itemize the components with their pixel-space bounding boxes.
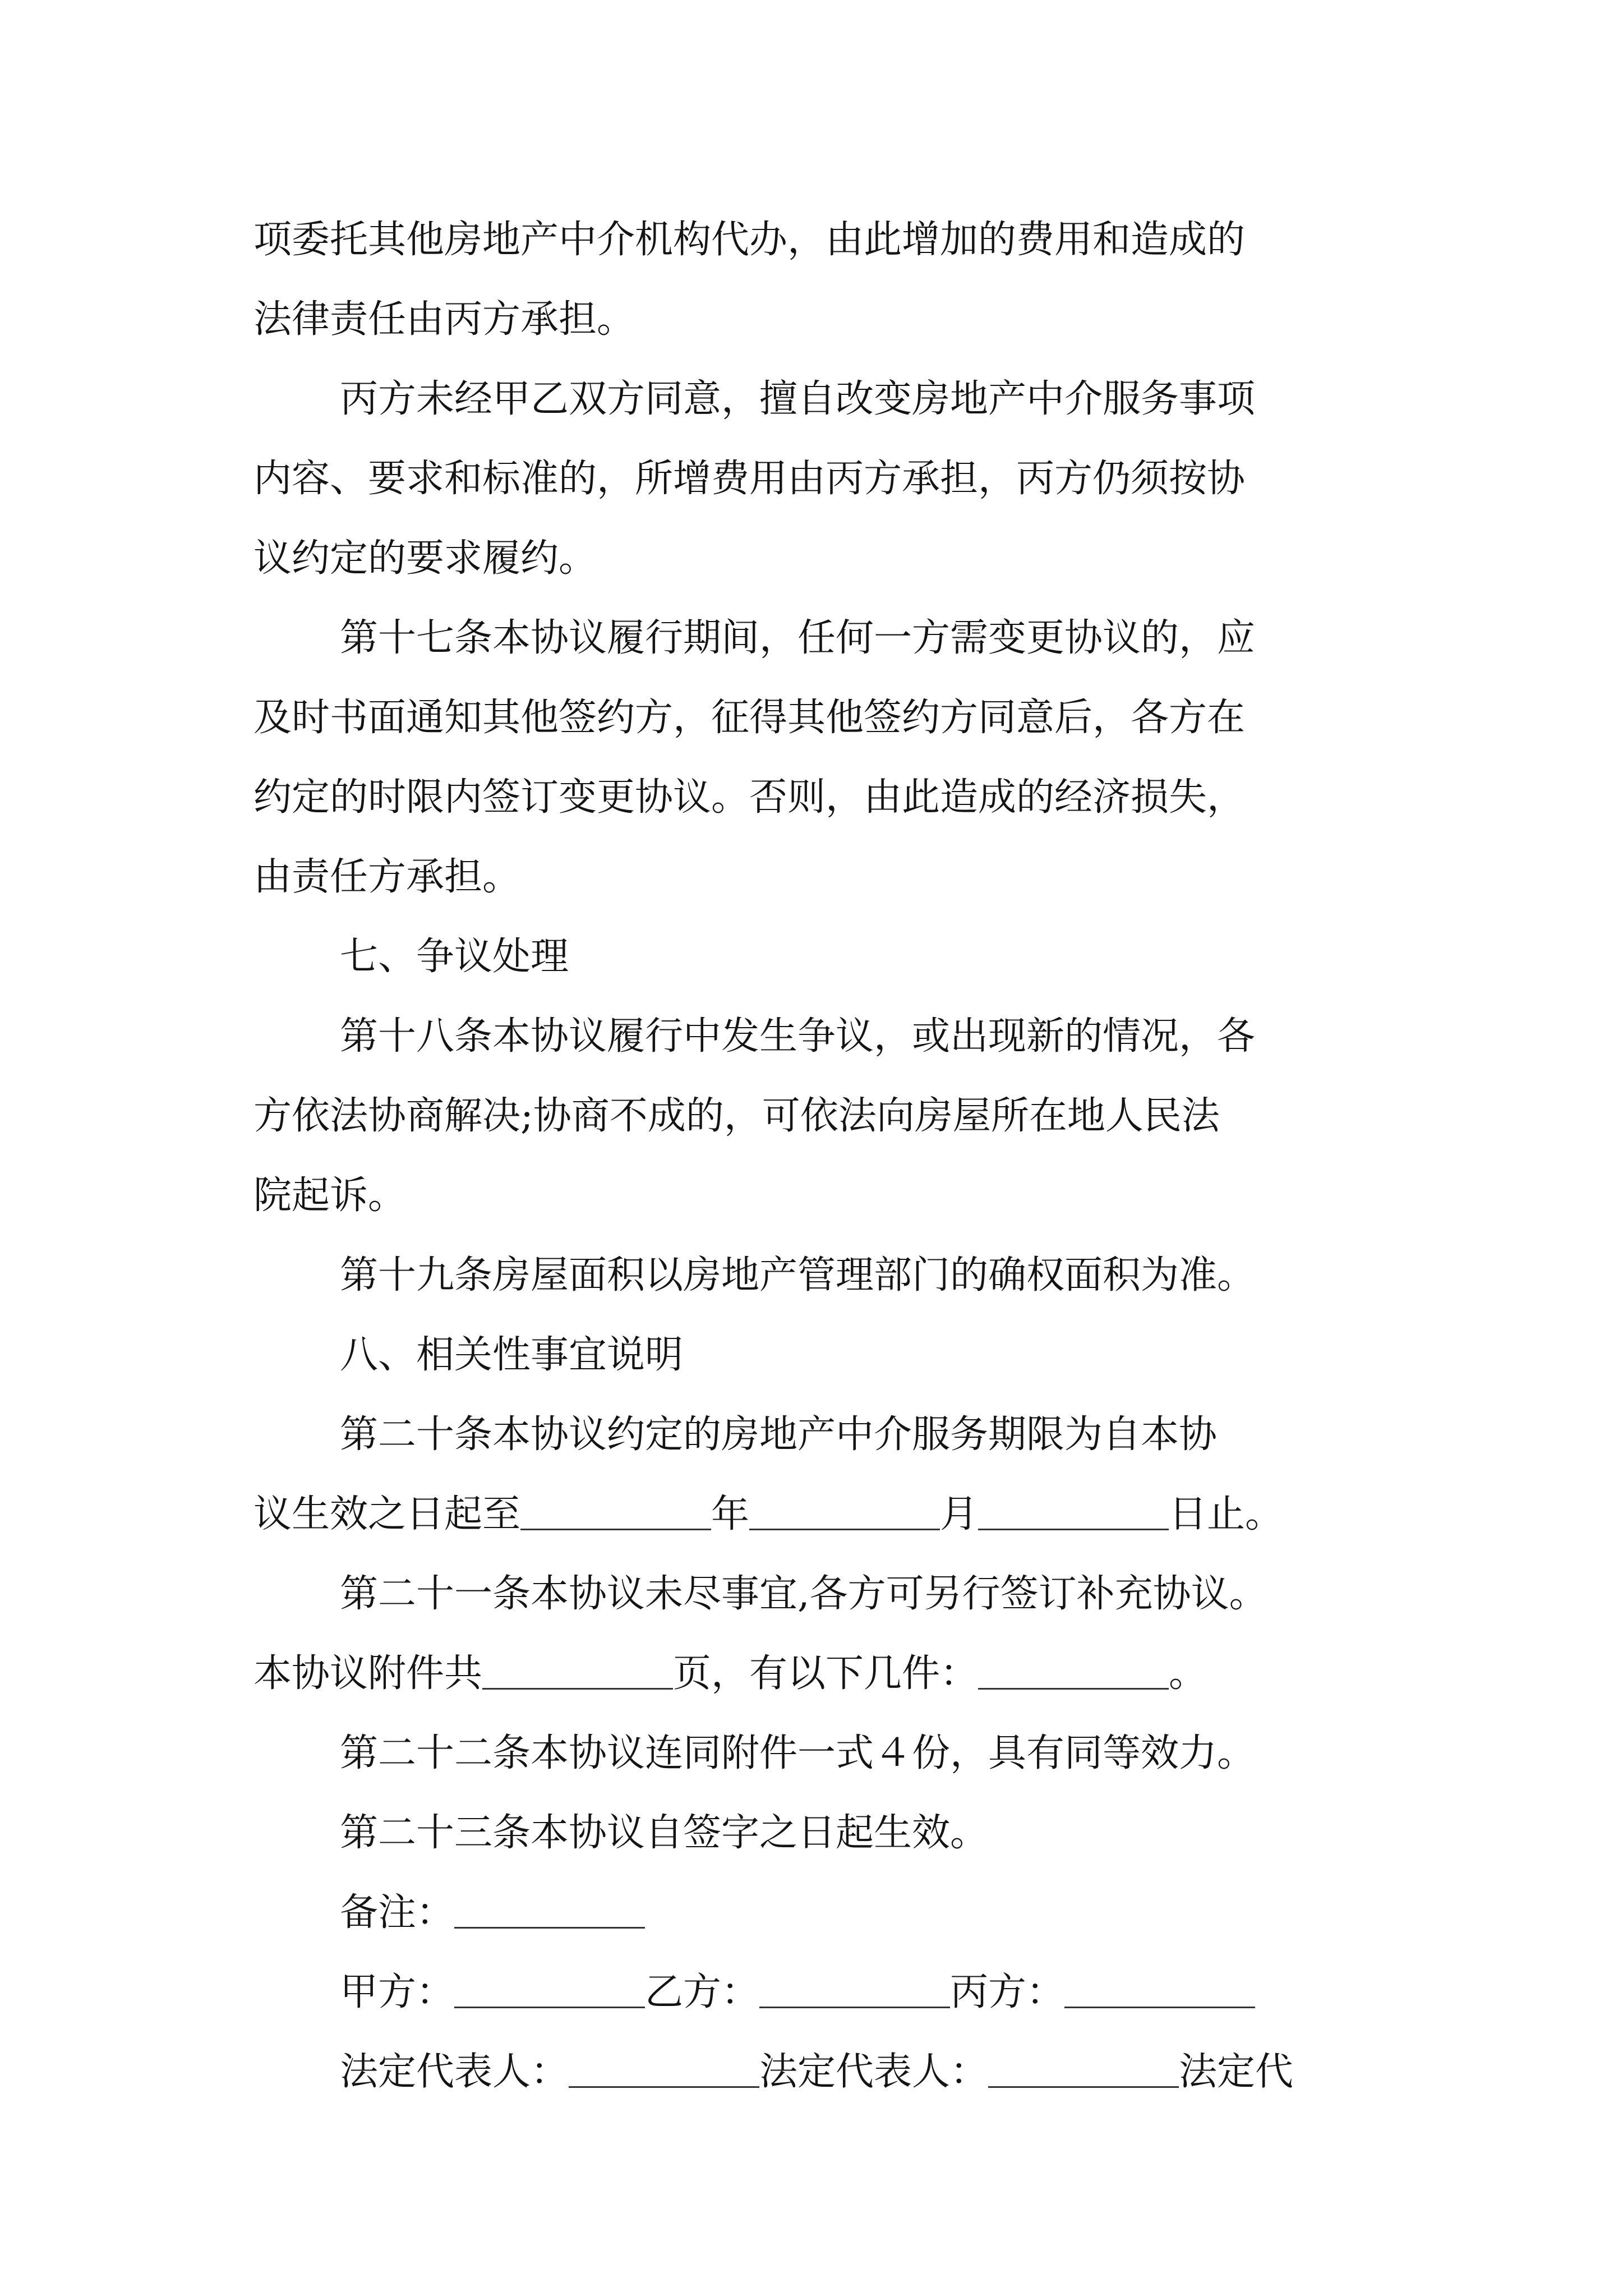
legal-rep-label: 法定代表人： bbox=[340, 2050, 569, 2094]
article-17: 第十七条本协议履行期间，任何一方需变更协议的，应 bbox=[340, 616, 1256, 660]
text-line: 及时书面通知其他签约方，征得其他签约方同意后，各方在 bbox=[253, 696, 1246, 740]
text-segment: 本协议附件共 bbox=[253, 1651, 483, 1696]
text-segment: 议生效之日起至 bbox=[253, 1492, 521, 1536]
text-line: 法律责任由丙方承担。 bbox=[253, 297, 635, 342]
text-segment: 年 bbox=[711, 1492, 750, 1536]
text-line: 议约定的要求履约。 bbox=[253, 536, 597, 581]
party-c-label: 丙方： bbox=[950, 1970, 1065, 2014]
blank-year-field[interactable] bbox=[520, 1528, 711, 1530]
attachments-line bbox=[253, 1643, 1207, 1705]
blank-party-c-field[interactable] bbox=[1064, 2006, 1255, 2008]
blank-day-field[interactable] bbox=[978, 1528, 1169, 1530]
blank-party-a-field[interactable] bbox=[454, 2006, 645, 2008]
blank-legal-rep-b-field[interactable] bbox=[988, 2086, 1179, 2088]
text-line: 方依法协商解决;协商不成的，可依法向房屋所在地人民法 bbox=[253, 1094, 1220, 1138]
blank-attachments-field[interactable] bbox=[978, 1687, 1169, 1690]
blank-legal-rep-a-field[interactable] bbox=[569, 2086, 759, 2088]
blank-month-field[interactable] bbox=[749, 1528, 940, 1530]
legal-representatives-line bbox=[340, 2041, 1293, 2103]
parties-line bbox=[340, 1962, 1255, 2023]
legal-rep-label: 法定代表人： bbox=[759, 2050, 989, 2094]
blank-party-b-field[interactable] bbox=[759, 2006, 950, 2008]
article-19: 第十九条房屋面积以房地产管理部门的确权面积为准。 bbox=[340, 1253, 1256, 1297]
blank-remarks-field[interactable] bbox=[454, 1926, 645, 1929]
text-line: 内容、要求和标准的，所增费用由丙方承担，丙方仍须按协 bbox=[253, 457, 1246, 501]
text-segment: 月 bbox=[940, 1492, 979, 1536]
legal-rep-label: 法定代 bbox=[1179, 2050, 1294, 2094]
text-segment: 。 bbox=[1169, 1651, 1207, 1696]
text-segment: 备注： bbox=[340, 1890, 455, 1935]
text-line: 由责任方承担。 bbox=[253, 855, 521, 899]
article-22: 第二十二条本协议连同附件一式４份，具有同等效力。 bbox=[340, 1731, 1256, 1775]
party-a-label: 甲方： bbox=[340, 1970, 455, 2014]
article-20: 第二十条本协议约定的房地产中介服务期限为自本协 bbox=[340, 1412, 1218, 1457]
text-line: 约定的时限内签订变更协议。否则，由此造成的经济损失， bbox=[253, 775, 1246, 820]
section-heading-dispute: 七、争议处理 bbox=[340, 935, 569, 979]
text-segment: 日止。 bbox=[1169, 1492, 1284, 1536]
remarks-line bbox=[340, 1882, 645, 1944]
paragraph-start: 丙方未经甲乙双方同意，擅自改变房地产中介服务事项 bbox=[340, 377, 1256, 421]
party-b-label: 乙方： bbox=[645, 1970, 760, 2014]
text-line: 项委托其他房地产中介机构代办，由此增加的费用和造成的 bbox=[253, 218, 1246, 262]
section-heading-related-matters: 八、相关性事宜说明 bbox=[340, 1333, 684, 1377]
text-line: 院起诉。 bbox=[253, 1174, 407, 1218]
article-23: 第二十三条本协议自签字之日起生效。 bbox=[340, 1811, 989, 1855]
service-period-line bbox=[253, 1484, 1283, 1545]
article-18: 第十八条本协议履行中发生争议，或出现新的情况，各 bbox=[340, 1014, 1256, 1059]
text-segment: 页，有以下几件： bbox=[673, 1651, 979, 1696]
blank-page-count-field[interactable] bbox=[482, 1687, 673, 1690]
article-21: 第二十一条本协议未尽事宜,各方可另行签订补充协议。 bbox=[340, 1572, 1267, 1616]
